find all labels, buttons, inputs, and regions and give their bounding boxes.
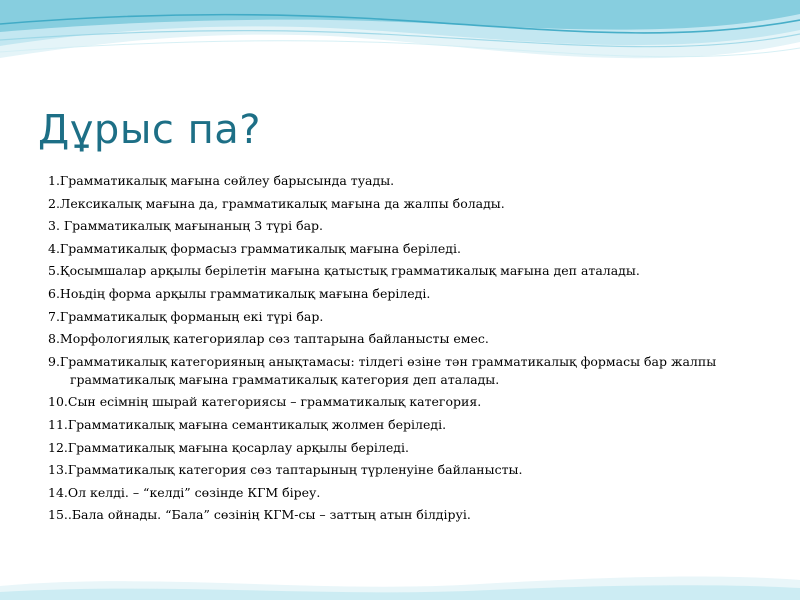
bottom-wave-decoration [0,564,800,600]
list-item: 5.Қосымшалар арқылы берілетін мағына қатыстық грамматикалық мағына деп аталады. [48,263,640,279]
list-item: 15..Бала ойнады. “Бала” сөзінің КГМ-сы – заттың атын білдіруі. [48,507,471,523]
list-item: 8.Морфологиялық категориялар сөз таптарына байланысты емес. [48,331,489,347]
list-item: 1.Грамматикалық мағына сөйлеу барысында туады. [48,173,395,188]
list-item: 14.Ол келді. – “келді” сөзінде КГМ біреу. [48,484,321,500]
slide-title: Дұрыс па? [38,107,261,153]
list-item: 9.Грамматикалық категорияның анықтамасы: тілдегі өзіне тән грамматикалық формасы бар жалпы грамматикалық мағына грамматикалық категория деп аталады. [48,353,717,387]
list-item: 11.Грамматикалық мағына семантикалық жолмен беріледі. [48,416,447,432]
list-item: 6.Ноьдің форма арқылы грамматикалық мағына беріледі. [48,285,431,301]
list-item: 3. Грамматикалық мағынаның 3 түрі бар. [48,218,324,234]
list-item: 12.Грамматикалық мағына қосарлау арқылы беріледі. [48,439,409,455]
list-item: 2.Лексикалық мағына да, грамматикалық мағына да жалпы болады. [48,195,505,211]
list-item: 13.Грамматикалық категория сөз таптарының түрленуіне байланысты. [48,462,523,478]
statement-list [48,172,778,529]
list-item: 4.Грамматикалық формасыз грамматикалық мағына беріледі. [48,240,461,256]
list-item: 10.Сын есімнің шырай категориясы – грамматикалық категория. [48,394,482,410]
list-item: 7.Грамматикалық форманың екі түрі бар. [48,308,324,324]
top-wave-decoration [0,0,800,90]
